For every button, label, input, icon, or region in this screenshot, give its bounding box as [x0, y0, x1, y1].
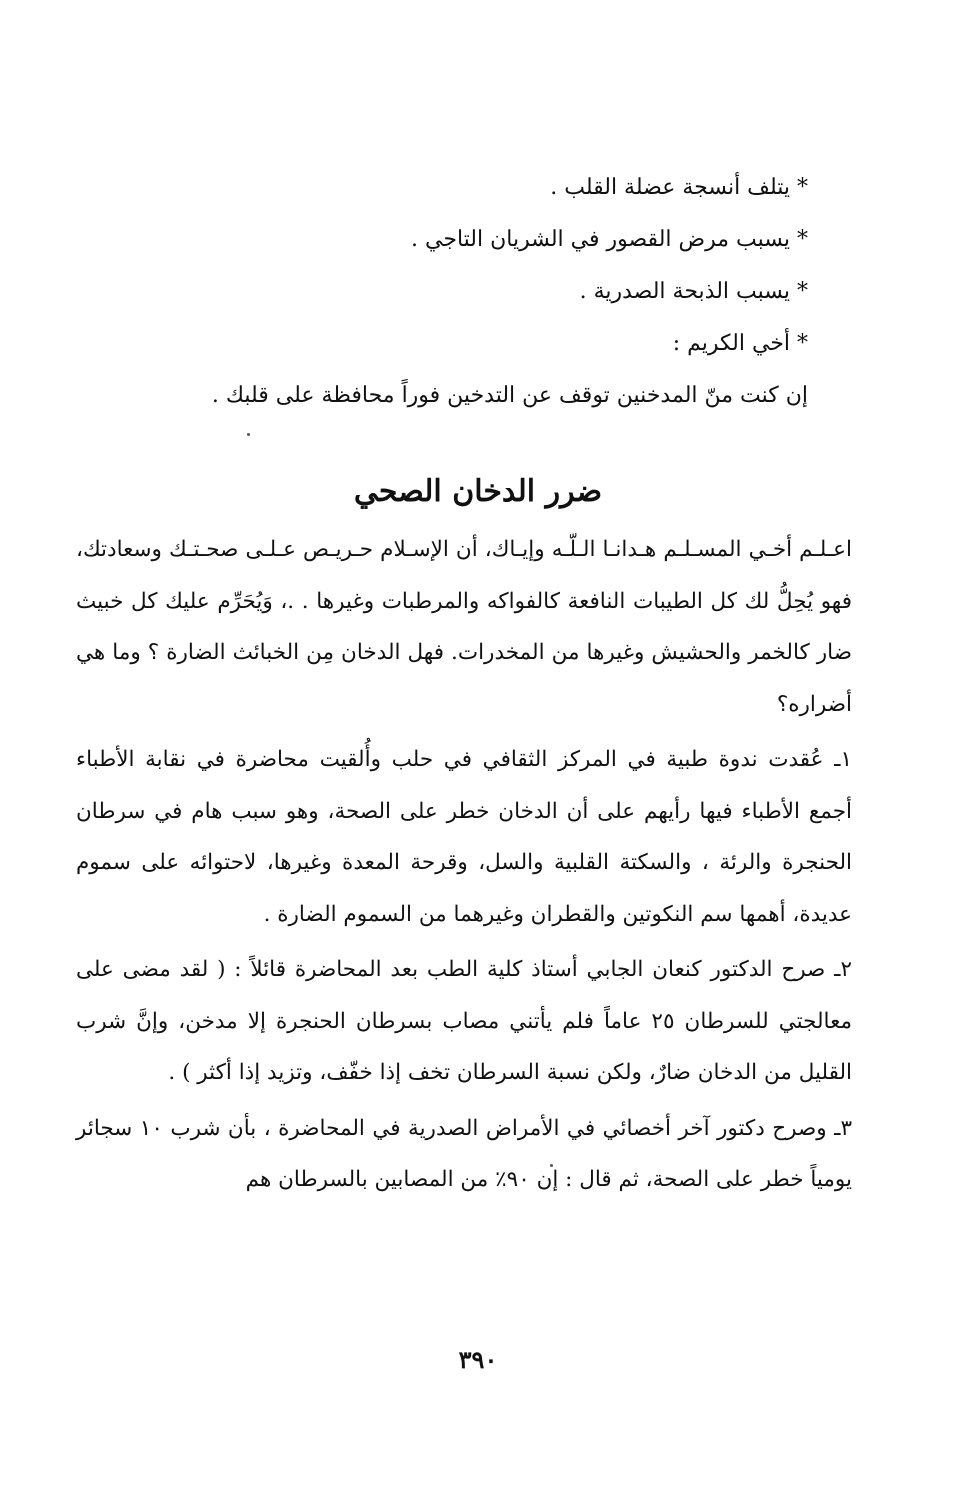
- bullet-item: * أخي الكريم :: [672, 331, 808, 356]
- body-text: [76, 524, 852, 1210]
- page-number: ٣٩٠: [458, 1345, 498, 1374]
- paragraph-3: ٣ـ وصرح دكتور آخر أخصائي في الأمراض الصدرية في المحاضرة ، بأن شرب ١٠ سجائر يومياً خطر على الصحة، ثم قال : إن ٩٠٪ من المصابين بالسرطان هم: [76, 1115, 852, 1192]
- paragraph-intro: اعـلـم أخـي المسـلـم هـدانـا الـلّـه وإيـاك، أن الإسـلام حـريـص عـلـى صحـتـك وسعادتك، فهو يُحِلُّ لك كل الطيبات النافعة كالفواكه والمرطبات وغيرها . .، وَيُحَرِّم عليك كل خبيث ضار كالخمر والحشيش وغيرها من المخدرات. فهل الدخان مِن الخبائث الضارة ؟ وما هي أضراره؟: [76, 537, 852, 717]
- bullet-list: [128, 168, 808, 428]
- section-title: ضرر الدخان الصحي: [353, 474, 603, 509]
- ink-speck: [247, 433, 250, 436]
- paragraph-2: ٢ـ صرح الدكتور كنعان الجابي أستاذ كلية الطب بعد المحاضرة قائلاً : ( لقد مضى على معالجتي للسرطان ٢٥ عاماً فلم يأتني مصاب بسرطان الحنجرة إلا مدخن، وإنَّ شرب القليل من الدخان ضارٌ، ولكن نسبة السرطان تخف إذا خفّف، وتزيد إذا أكثر ) .: [76, 957, 852, 1085]
- bullet-item: * يسبب الذبحة الصدرية .: [579, 279, 808, 304]
- closing-advice-line: إن كنت منّ المدخنين توقف عن التدخين فوراً محافظة على قلبك .: [211, 383, 808, 408]
- ink-speck: [550, 1164, 553, 1167]
- bullet-item: * يسبب مرض القصور في الشريان التاجي .: [411, 227, 808, 252]
- bullet-item: * يتلف أنسجة عضلة القلب .: [550, 175, 808, 200]
- paragraph-1: ١ـ عُقدت ندوة طبية في المركز الثقافي في حلب وأُلقيت محاضرة في نقابة الأطباء أجمع الأطباء فيها رأيهم على أن الدخان خطر على الصحة، وهو سبب هام في سرطان الحنجرة والرئة ، والسكتة القلبية والسل، وقرحة المعدة وغيرها، لاحتوائه على سموم عديدة، أهمها سم النكوتين والقطران وغيرهما من السموم الضارة .: [76, 747, 852, 927]
